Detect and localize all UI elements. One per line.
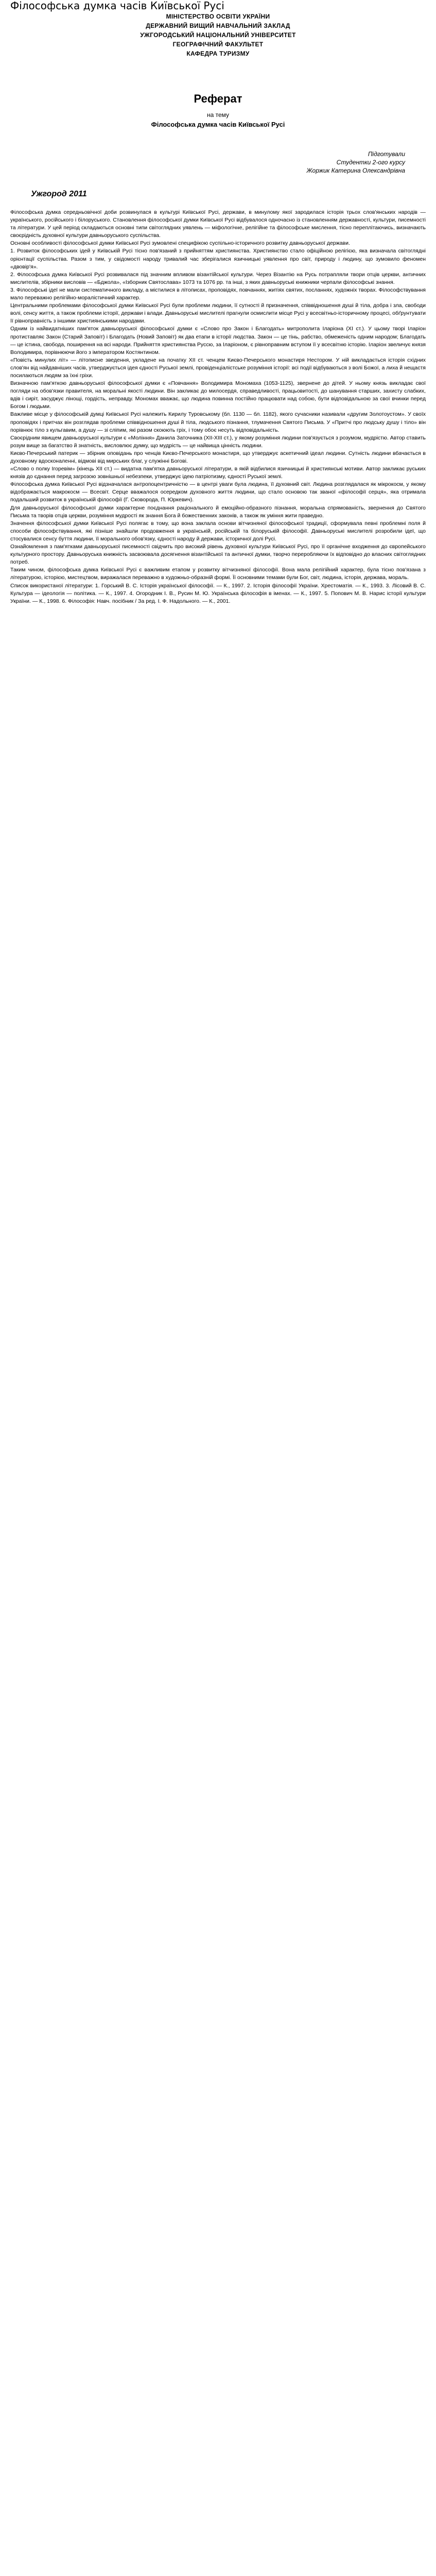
ministry-line: МІНІСТЕРСТВО ОСВІТИ УКРАЇНИ bbox=[166, 13, 270, 20]
paragraph: «Слово о полку Ігоревім» (кінець XII ст.) — видатна пам'ятка давньоруської літератури, в якій відбилися язичницькі й християнські мотиви. Автор закликає руських князів до єднання перед загрозою зовнішньої небезпеки, утверджує ідею патріотизму, єдності Руської землі. bbox=[10, 466, 426, 480]
institution-type-line: ДЕРЖАВНИЙ ВИЩИЙ НАВЧАЛЬНИЙ ЗАКЛАД bbox=[146, 22, 290, 29]
paragraph: Києво-Печерський патерик — збірник оповідань про ченців Києво-Печерського монастиря, що утверджує аскетичний ідеал людини. Сутність людини вбачається в духовному вдосконаленні, відмові від мирських благ, у служінні Богові. bbox=[10, 450, 426, 464]
paragraph: «Повість минулих літ» — літописне зведення, укладене на початку XII ст. ченцем Києво-Печерського монастиря Нестором. У ній викладається історія східних слов'ян від найдавніших часів, утверджується ідея єдності Руської землі, провіденціалістське розуміння історії: всі події відбуваються з волі Божої, а лиха й нещастя посилаються людям за їхні гріхи. bbox=[10, 357, 426, 379]
city-year: Ужгород 2011 bbox=[31, 190, 87, 198]
department-line: КАФЕДРА ТУРИЗМУ bbox=[186, 50, 250, 57]
faculty-line: ГЕОГРАФІЧНИЙ ФАКУЛЬТЕТ bbox=[172, 41, 264, 48]
paragraph: Список використаної літератури: 1. Горський В. С. Історія української філософії. — К., 1997. 2. Історія філософії України. Хрестоматія. — К., 1993. 3. Лісовий В. С. Культура — ідеологія — політика. — К., 1997. 4. Огородник І. В., Русин М. Ю. Українська філософія в іменах. — К., 1997. 5. Попович М. В. Нарис історії культури України. — К., 1998. 6. Філософія: Навч. посібник / За ред. І. Ф. Надольного. — К., 2001. bbox=[10, 582, 426, 604]
body-text bbox=[10, 209, 426, 605]
institution-header bbox=[10, 12, 426, 58]
paragraph: Ознайомлення з пам'ятками давньоруської писемності свідчить про високий рівень духовної культури Київської Русі, про її органічне входження до європейського культурного простору. Давньоруська книжність засвоювала досягнення візантійської та античної думки, творчо переробляючи їх відповідно до власних світоглядних потреб. bbox=[10, 544, 426, 566]
authors-line-3: Жоржик Катерина Олександрівна bbox=[306, 167, 405, 174]
paragraph: Основні особливості філософської думки Київської Русі зумовлені специфікою суспільно-історичного розвитку давньоруської держави. bbox=[10, 240, 350, 247]
site-title: Філософська думка часів Київської Русі bbox=[10, 0, 224, 12]
paragraph: Одним із найвидатніших пам'яток давньоруської філософської думки є «Слово про Закон і Благодать» митрополита Іларіона (XI ст.). У цьому творі Іларіон протиставляє Закон (Старий Заповіт) і Благодать (Новий Заповіт) як два етапи в історії людства. Закон — це тінь, рабство, обмеженість одним народом; Благодать — це істина, свобода, поширення на всі народи. Прийняття християнства Руссю, за Іларіоном, є рівноправним вступом її у всесвітню історію. Іларіон звеличує князя Володимира, порівнюючи його з імператором Костянтином. bbox=[10, 326, 426, 355]
paragraph: Центральними проблемами філософської думки Київської Русі були проблеми людини, її сутності й призначення, співвідношення душі й тіла, добра і зла, свободи волі, сенсу життя, а також проблеми історії, держави і влади. Давньоруські мислителі прагнули осмислити місце Русі у всесвітньо-історичному процесі, обґрунтувати її рівноправність з іншими християнськими народами. bbox=[10, 302, 426, 325]
paragraph: 2. Філософська думка Київської Русі розвивалася під значним впливом візантійської культури. Через Візантію на Русь потрапляли твори отців церкви, античних мислителів, збірники висловів — «Бджола», «Ізборник Святослава» 1073 та 1076 рр. та інші, з яких давньоруські книжники черпали філософські знання. bbox=[10, 271, 426, 285]
paragraph: Визначною пам'яткою давньоруської філософської думки є «Повчання» Володимира Мономаха (1053-1125), звернене до дітей. У ньому князь викладає свої погляди на обов'язки правителя, на моральні якості людини. Він закликає до милосердя, справедливості, працьовитості, до шанування старших, захисту слабких, вдів і сиріт, засуджує лінощі, гордість, неправду. Мономах вважає, що людина повинна постійно працювати над собою, бути відповідальною за свої вчинки перед Богом і людьми. bbox=[10, 380, 426, 410]
paragraph: Своєрідним явищем давньоруської культури є «Моління» Данила Заточника (XII-XIII ст.), у якому розуміння людини пов'язується з розумом, мудрістю. Автор ставить розум вище за багатство й знатність, висловлює думку, що мудрість — це найвища цінність людини. bbox=[10, 434, 426, 449]
authors-line-1: Підготували bbox=[368, 150, 405, 158]
report-title: Реферат bbox=[194, 92, 242, 105]
report-topic: Філософська думка часів Київської Русі bbox=[151, 121, 285, 128]
report-on-topic: на тему bbox=[206, 111, 230, 118]
paragraph: 3. Філософські ідеї не мали систематичного викладу, а містилися в літописах, проповідях, повчаннях, житіях святих, посланнях, художніх творах. Філософствування мало переважно релігійно-моралістичний характер. bbox=[10, 286, 426, 301]
paragraph: Таким чином, філософська думка Київської Русі є важливим етапом у розвитку вітчизняної філософії. Вона мала релігійний характер, була тісно пов'язана з літературою, історією, мистецтвом, виражалася переважно в художньо-образній формі. Її основними темами були Бог, світ, людина, історія, держава, мораль. bbox=[10, 567, 426, 581]
paragraph: Для давньоруської філософської думки характерне поєднання раціонального й емоційно-образного пізнання, моральна спрямованість, звернення до Святого Письма та творів отців церкви, розуміння мудрості як знання Бога й божественних законів, а також як уміння жити праведно. bbox=[10, 504, 426, 519]
paragraph: Філософська думка Київської Русі відзначалася антропоцентричністю — в центрі уваги була людина, її духовний світ. Людина розглядалася як мікрокосм, у якому відображається макрокосм — Всесвіт. Серце вважалося осередком духовного життя людини, що стало основою так званої «філософії серця», яка отримала подальший розвиток в українській філософії (Г. Сковорода, П. Юркевич). bbox=[10, 481, 426, 503]
paragraph: 1. Розвиток філософських ідей у Київській Русі тісно пов'язаний з прийняттям християнства. Християнство стало офіційною релігією, яка визначала світоглядні орієнтації суспільства. Разом з тим, у свідомості народу тривалий час зберігалися язичницькі уявлення про світ, природу і людину, що зумовило феномен «двовір'я». bbox=[10, 248, 426, 270]
paragraph: Філософська думка середньовічної доби розвинулася в культурі Київської Русі, держави, в минулому якої зародилася історія трьох слов'янських народів — українського, російського і білоруського. Становлення філософської думки Київської Русі відбувалося одночасно із становленням державності, культури, писемності та літератури. У цей період складаються основні типи світоглядних уявлень — міфологічне, релігійне та філософське мислення, тісно переплітаючись, визначають своєрідність духовної культури давньоруського суспільства. bbox=[10, 209, 426, 239]
authors-line-2: Студентки 2-ого курсу bbox=[336, 159, 405, 166]
authors-block bbox=[10, 150, 426, 175]
university-line: УЖГОРОДСЬКИЙ НАЦІОНАЛЬНИЙ УНІВЕРСИТЕТ bbox=[140, 31, 296, 39]
paragraph: Важливе місце у філософській думці Київської Русі належить Кирилу Туровському (бл. 1130 — бл. 1182), якого сучасники називали «другим Золотоустом». У своїх проповідях і притчах він розглядав проблеми співвідношення душі й тіла, людського пізнання, тлумачення Святого Письма. У «Притчі про людську душу і тіло» він порівнює тіло з кульгавим, а душу — зі сліпим, які разом скоюють гріх, і тому обоє несуть відповідальність. bbox=[10, 411, 426, 433]
paragraph: Значення філософської думки Київської Русі полягає в тому, що вона заклала основи вітчизняної філософської традиції, сформувала певні проблемні поля й способи філософствування, які пізніше знайшли продовження в українській, російській та білоруській філософії. Давньоруські мислителі розробили ідеї, що стосувалися сенсу буття людини, її морального обов'язку, єдності народу й держави, історичної долі Русі. bbox=[10, 520, 426, 542]
